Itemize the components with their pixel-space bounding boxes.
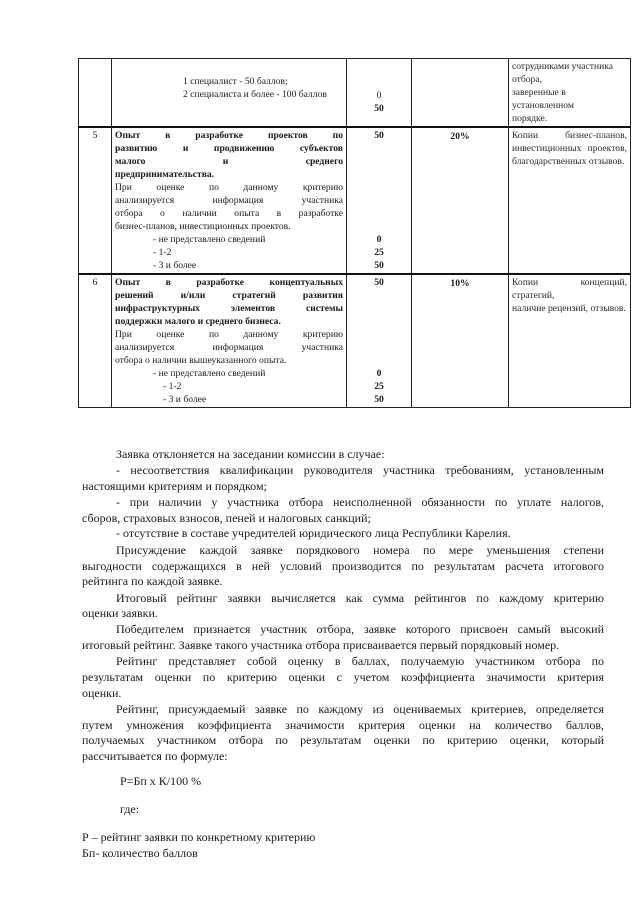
- criteria-title-line: инфраструктурных элементов системы: [115, 303, 343, 314]
- score-value: 50: [374, 103, 384, 114]
- criteria-desc-line: отбора о наличии опыта в разработке: [115, 208, 343, 219]
- paragraph-line: оценки.: [82, 686, 122, 700]
- docs-line: Копии концепций, стратегий,: [512, 277, 627, 301]
- paragraph-line: Рейтинг, присуждаемый заявке по каждому из оцениваемых критериев, определяется: [116, 702, 604, 716]
- criteria-title-line: малого и среднего: [115, 156, 343, 167]
- score-value: 25: [374, 381, 384, 392]
- definition-bp: Бп- количество баллов: [82, 846, 198, 860]
- score-cell: [347, 59, 412, 128]
- max-score: 50: [374, 130, 384, 141]
- paragraph-line: результатам оценки по критерию оценки с учетом коэффициента значимости критерия: [82, 670, 604, 684]
- row-number: 6: [79, 274, 112, 408]
- paragraph-line: Присуждение каждой заявке порядкового номера по мере уменьшения степени: [116, 543, 604, 557]
- rejection-intro: Заявка отклоняется на заседании комиссии в случае:: [116, 447, 385, 461]
- rejection-item-1-cont: настоящими критериям и порядком;: [82, 479, 267, 493]
- paragraph-line: выгодности содержащихся в ней условий производится по результатам расчета итогового: [82, 559, 604, 573]
- documents-cell: [509, 59, 631, 128]
- criteria-table: [78, 58, 631, 408]
- formula: Р=Бп х К/100 %: [120, 774, 202, 788]
- score-value: 0: [376, 90, 382, 101]
- max-score: 50: [374, 277, 384, 288]
- criteria-cell: [112, 127, 347, 274]
- option-line: - не представлено сведений: [153, 234, 266, 245]
- criteria-line: 2 специалиста и более - 100 баллов: [183, 89, 327, 100]
- docs-line: заверенные в установленном: [512, 87, 574, 111]
- paragraph-line: рейтинга по каждой заявке.: [82, 574, 223, 588]
- paragraph-line: итоговый рейтинг. Заявке такого участника отбора присваивается первый порядковый номер.: [82, 638, 560, 652]
- paragraph-line: Победителем признается участник отбора, заявке которого присвоен самый высокий: [116, 622, 604, 636]
- table-row: [79, 127, 631, 274]
- docs-line: Копии бизнес-планов,: [512, 130, 627, 141]
- criteria-desc-line: отбора о наличии вышеуказанного опыта.: [115, 355, 287, 366]
- criteria-title-line: Опыт в разработке концептуальных: [115, 277, 343, 288]
- docs-line: благодарственных отзывов.: [512, 156, 625, 167]
- row-number: 5: [79, 127, 112, 274]
- criteria-title-line: Опыт в разработке проектов по: [115, 130, 343, 141]
- paragraph-line: рассчитывается по формуле:: [82, 749, 228, 763]
- documents-cell: [509, 127, 631, 274]
- rejection-item-2-cont: сборов, страховых взносов, пеней и налоговых санкций;: [82, 511, 371, 525]
- score-value: 0: [376, 234, 382, 245]
- option-line: - 1-2: [163, 381, 182, 392]
- option-line: - 1-2: [153, 247, 172, 258]
- score-cell: [347, 274, 412, 408]
- paragraph-line: получаемых участником отбора по результатам оценки по критерию оценки, который: [82, 733, 604, 747]
- docs-line: порядке.: [512, 113, 548, 124]
- criteria-desc-line: анализируется информация участника: [115, 342, 343, 353]
- rejection-item-1: - несоответствия квалификации руководителя участника требованиям, установленным: [116, 463, 604, 477]
- criteria-cell: [112, 59, 347, 128]
- criteria-desc-line: При оценке по данному критерию: [115, 182, 343, 193]
- criteria-desc-line: бизнес-планов, инвестиционных проектов.: [115, 221, 291, 232]
- row-number-cell: [79, 59, 112, 128]
- score-value: 0: [376, 368, 382, 379]
- paragraph-line: Итоговый рейтинг заявки вычисляется как сумма рейтингов по каждому критерию: [116, 591, 604, 605]
- rejection-item-2: - при наличии у участника отбора неисполненной обязанности по уплате налогов,: [116, 495, 604, 509]
- weight-cell: [412, 59, 509, 128]
- where-label: где:: [120, 802, 140, 816]
- criteria-title-line: предпринимательства.: [115, 169, 215, 180]
- paragraph-line: оценки заявки.: [82, 606, 158, 620]
- weight-cell: 10%: [412, 274, 509, 408]
- option-line: - 3 и более: [153, 260, 197, 271]
- table-row: [79, 59, 631, 128]
- score-value: 50: [374, 394, 384, 405]
- rejection-item-3: - отсутствие в составе учредителей юридического лица Республики Карелия.: [116, 526, 511, 540]
- criteria-desc-line: При оценке по данному критерию: [115, 329, 343, 340]
- score-value: 50: [374, 260, 384, 271]
- score-value: 25: [374, 247, 384, 258]
- criteria-cell: [112, 274, 347, 408]
- option-line: - не представлено сведений: [153, 368, 266, 379]
- criteria-desc-line: анализируется информация участника: [115, 195, 343, 206]
- definition-r: Р – рейтинг заявки по конкретному критерию: [82, 830, 316, 844]
- weight-cell: 20%: [412, 127, 509, 274]
- paragraph-line: Рейтинг представляет собой оценку в баллах, получаемую участником отбора по: [116, 654, 604, 668]
- paragraph-line: путем умножения коэффициента значимости критерия оценки на количество баллов,: [82, 718, 604, 732]
- docs-line: инвестиционных проектов,: [512, 143, 627, 154]
- option-line: - 3 и более: [163, 394, 207, 405]
- table-row: [79, 274, 631, 408]
- criteria-title-line: поддержки малого и среднего бизнеса.: [115, 316, 281, 327]
- criteria-line: 1 специалист - 50 баллов;: [183, 76, 288, 87]
- docs-line: наличие рецензий, отзывов.: [512, 303, 626, 314]
- docs-line: сотрудниками участника отбора,: [512, 61, 614, 85]
- documents-cell: [509, 274, 631, 408]
- score-cell: [347, 127, 412, 274]
- criteria-title-line: решений и/или стратегий развития: [115, 290, 343, 301]
- criteria-title-line: развитию и продвижению субъектов: [115, 143, 343, 154]
